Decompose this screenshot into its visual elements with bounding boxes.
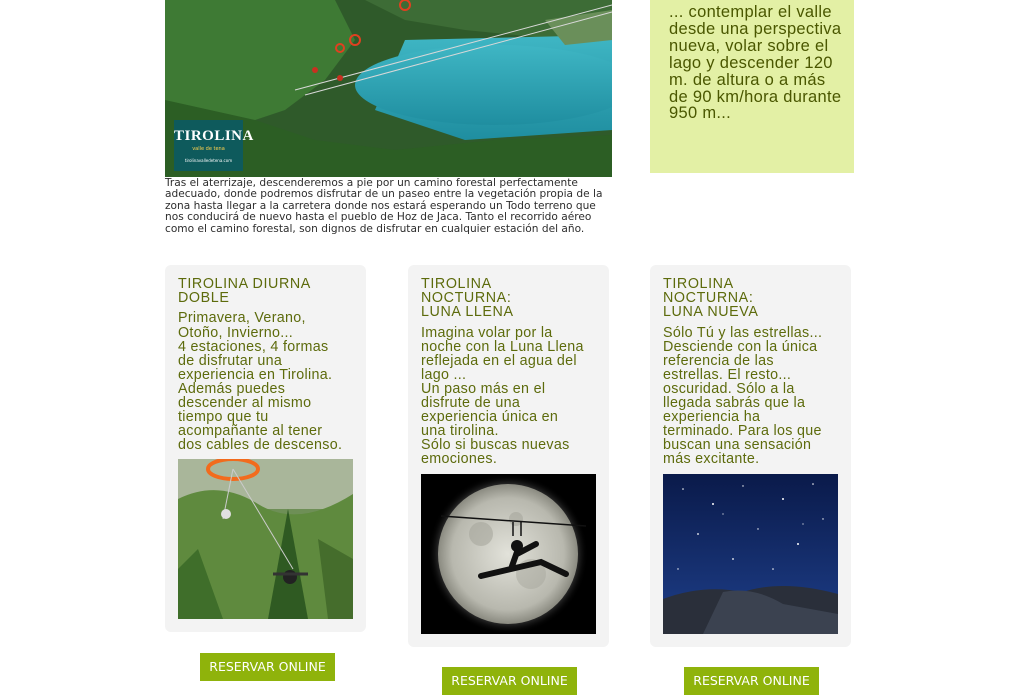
card-body: Primavera, Verano, Otoño, Invierno... 4 estaciones, 4 formas de disfrutar una experiencia en Tirolina. Además puedes descender al mismo tiempo que tu acompañante al tener dos cables de descenso. bbox=[178, 310, 343, 454]
card-nocturna-luna-nueva bbox=[650, 265, 851, 647]
card-title: TIROLINA NOCTURNA: LUNA NUEVA bbox=[663, 276, 759, 321]
hero-description: Tras el aterrizaje, descenderemos a pie por un camino forestal perfectamente adecuado, donde podremos disfrutar de un paseo entre la vegetación propia de la zona hasta llegar a la carretera donde nos estará esperando un Todo terreno que nos conducirá de nuevo hasta el pueblo de Hoz de Jaca. Tanto el recorrido aéreo como el camino forestal, son dignos de disfrutar en cualquier estación del año. bbox=[165, 177, 603, 235]
full-moon-silhouette-illustration bbox=[421, 474, 596, 634]
quote-text: ... contemplar el valle desde una perspectiva nueva, volar sobre el lago y descender 120 m. de altura o a más de 90 km/hora durante 950 m... bbox=[669, 3, 842, 123]
card-body: Sólo Tú y las estrellas... Desciende con la única referencia de las estrellas. El resto... oscuridad. Sólo a la llegada sabrás que la experiencia ha terminado. Para los que buscan una sensación más excitante. bbox=[663, 324, 823, 468]
card-title: TIROLINA NOCTURNA: LUNA LLENA bbox=[421, 276, 514, 321]
card-nocturna-luna-llena bbox=[408, 265, 609, 647]
card-photo-diurna bbox=[178, 459, 353, 619]
card-photo-luna-llena bbox=[421, 474, 596, 634]
logo-url: tirolinavalledetena.com bbox=[184, 158, 233, 163]
card-body: Imagina volar por la noche con la Luna Llena reflejada en el agua del lago ... Un paso más en el disfrute de una experiencia única en una tirolina. Sólo si buscas nuevas emociones. bbox=[421, 324, 584, 468]
reservar-online-button-diurna[interactable]: RESERVAR ONLINE bbox=[200, 653, 335, 681]
hero-zipline-lake-image bbox=[165, 0, 612, 177]
reservar-online-button-luna-llena[interactable]: RESERVAR ONLINE bbox=[442, 667, 577, 695]
reservar-online-button-luna-nueva[interactable]: RESERVAR ONLINE bbox=[684, 667, 819, 695]
card-diurna-doble bbox=[165, 265, 366, 632]
card-photo-luna-nueva bbox=[663, 474, 838, 634]
card-title: TIROLINA DIURNA DOBLE bbox=[178, 276, 311, 307]
forest-zipline-illustration bbox=[178, 459, 353, 619]
tirolina-logo bbox=[174, 120, 254, 171]
quote-box bbox=[650, 0, 854, 173]
logo-brand: TIROLINA bbox=[174, 128, 254, 144]
starry-night-illustration bbox=[663, 474, 838, 634]
logo-subtitle: valle de tena bbox=[192, 146, 225, 152]
